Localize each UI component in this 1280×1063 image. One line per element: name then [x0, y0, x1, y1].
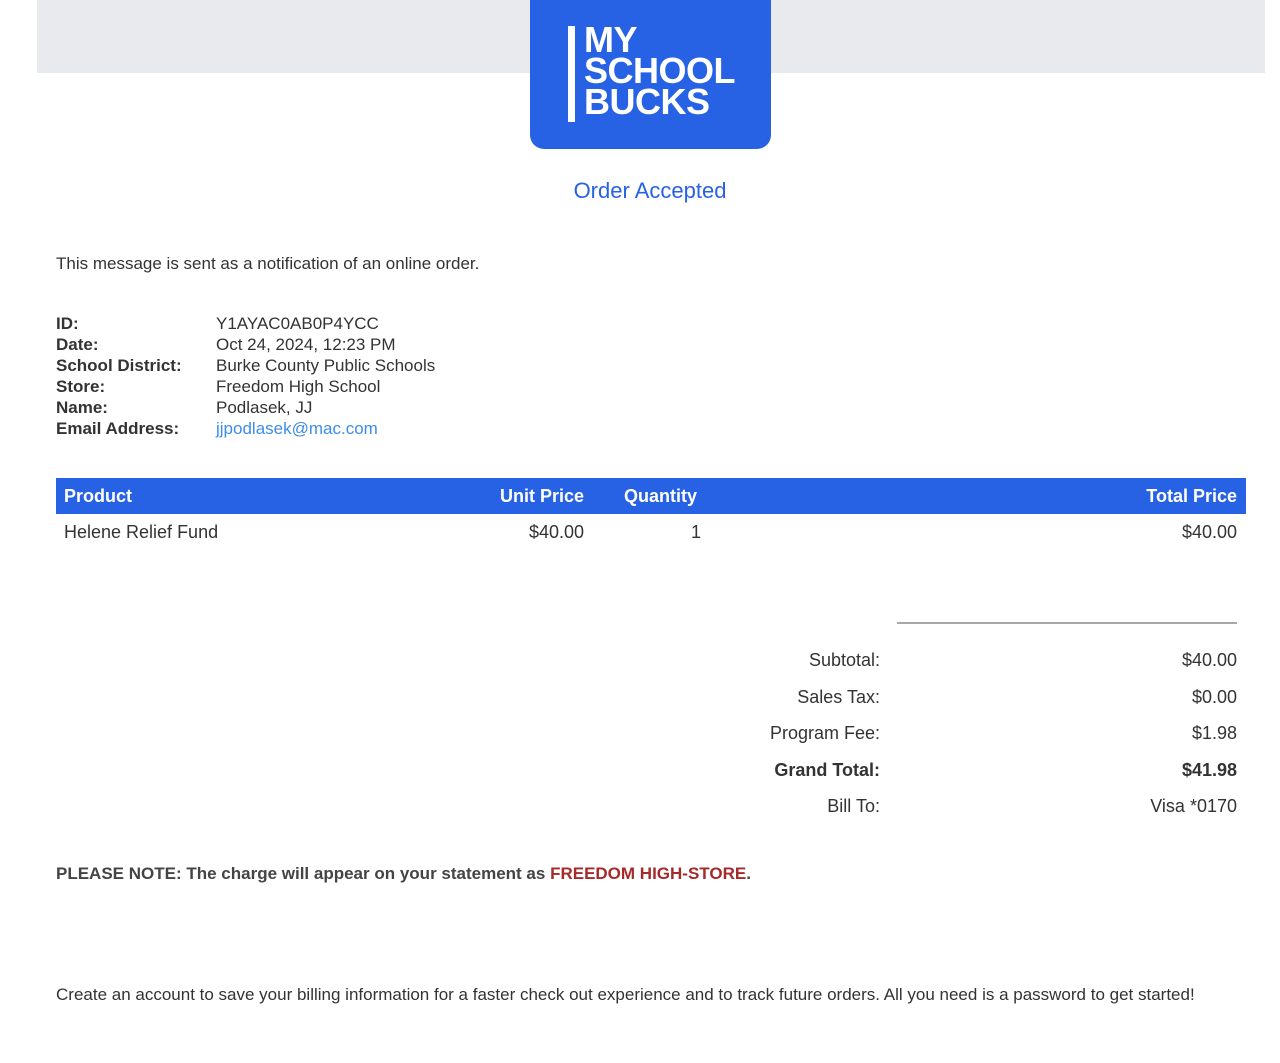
- info-row-district: [56, 355, 435, 376]
- totals-row-program-fee: [600, 723, 1237, 760]
- customer-name-value: Podlasek, JJ: [216, 398, 313, 417]
- product-cell: Helene Relief Fund: [64, 522, 219, 542]
- column-header-total-price: Total Price: [1146, 486, 1237, 506]
- order-id-value: Y1AYAC0AB0P4YCC: [216, 314, 379, 333]
- totals-row-sales-tax: [600, 687, 1237, 724]
- info-row-name: [56, 397, 435, 418]
- grand-total-value: $41.98: [1181, 759, 1237, 780]
- column-header-product: Product: [64, 486, 133, 506]
- order-totals: [600, 650, 1237, 833]
- sales-tax-value: $0.00: [1191, 686, 1237, 707]
- logo-bar-mark: [568, 26, 575, 122]
- program-fee-value: $1.98: [1191, 723, 1237, 743]
- info-row-date: [56, 334, 435, 355]
- email-link[interactable]: jjpodlasek@mac.com: [216, 419, 378, 438]
- info-label: School District:: [56, 356, 182, 375]
- unit-price-cell: $40.00: [528, 522, 584, 542]
- store-value: Freedom High School: [216, 377, 381, 396]
- column-header-unit-price: Unit Price: [499, 486, 584, 506]
- info-row-id: [56, 313, 435, 334]
- create-account-text: Create an account to save your billing information for a faster check out experience and to track future orders. All you need is a password to get started!: [56, 985, 1195, 1004]
- column-header-quantity: Quantity: [624, 486, 698, 506]
- myschoolbucks-logo: [530, 0, 771, 149]
- order-items-table: [56, 478, 1246, 550]
- totals-divider: [897, 622, 1237, 624]
- info-label: Date:: [56, 335, 99, 354]
- quantity-cell: 1: [690, 522, 701, 542]
- table-row: [56, 514, 1246, 550]
- logo-word: SCHOOL: [584, 50, 736, 91]
- statement-merchant-name: FREEDOM HIGH-STORE: [550, 864, 747, 883]
- totals-label: Subtotal:: [808, 650, 880, 670]
- note-prefix: PLEASE NOTE: The charge will appear on your statement as: [56, 864, 551, 883]
- order-date-value: Oct 24, 2024, 12:23 PM: [216, 335, 396, 354]
- total-price-cell: $40.00: [1181, 522, 1237, 542]
- logo-word: BUCKS: [584, 81, 710, 122]
- totals-row-grand-total: [600, 760, 1237, 797]
- logo-word: MY: [584, 19, 637, 60]
- statement-note: [56, 864, 751, 884]
- totals-label: Grand Total:: [774, 759, 880, 780]
- info-label: ID:: [56, 314, 79, 333]
- info-label: Email Address:: [56, 419, 180, 438]
- info-label: Store:: [56, 377, 106, 396]
- note-suffix: .: [746, 864, 751, 883]
- info-label: Name:: [56, 398, 108, 417]
- bill-to-value: Visa *0170: [1150, 796, 1237, 816]
- info-row-email: [56, 418, 435, 439]
- totals-label: Program Fee:: [769, 723, 880, 743]
- totals-row-bill-to: [600, 796, 1237, 833]
- totals-label: Sales Tax:: [797, 686, 880, 707]
- intro-text: This message is sent as a notification of an online order.: [56, 254, 480, 273]
- totals-row-subtotal: [600, 650, 1237, 687]
- table-header: [56, 478, 1246, 514]
- totals-label: Bill To:: [827, 796, 880, 816]
- info-row-store: [56, 376, 435, 397]
- order-info: [56, 313, 435, 439]
- school-district-value: Burke County Public Schools: [216, 356, 436, 375]
- page-title: Order Accepted: [573, 178, 727, 203]
- subtotal-value: $40.00: [1181, 650, 1237, 670]
